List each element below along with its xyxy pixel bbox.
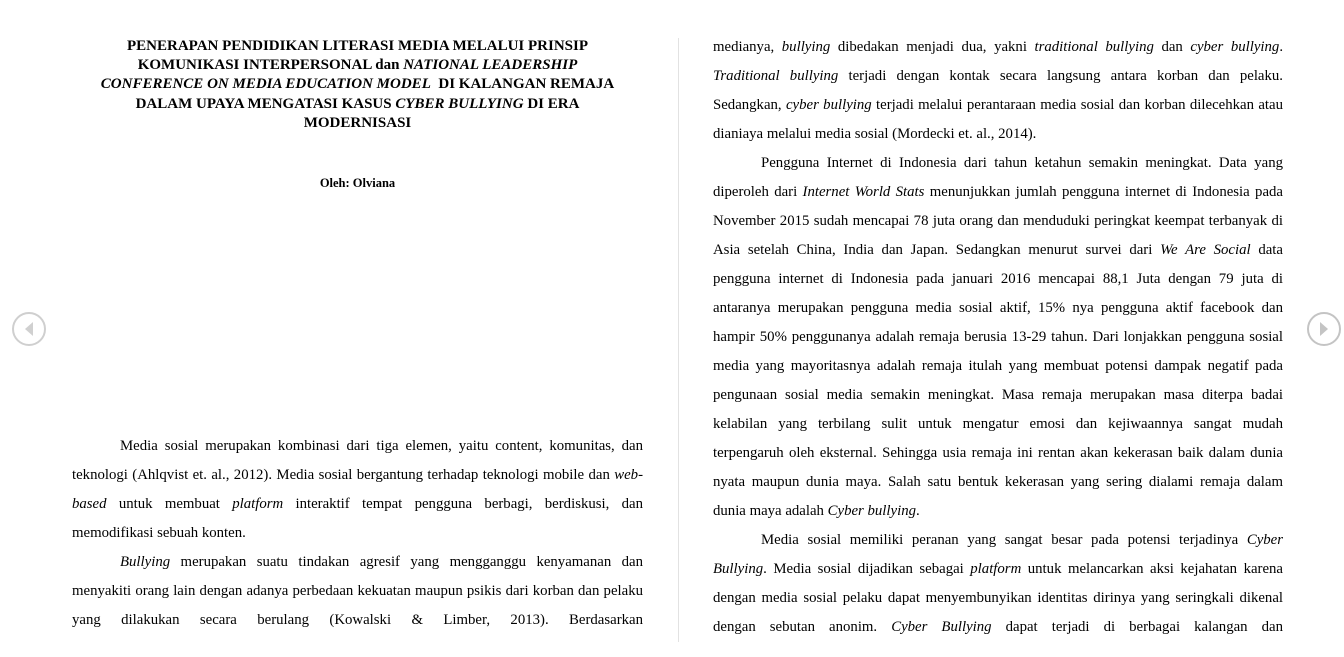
text-run: DI ERA bbox=[523, 95, 580, 112]
title-line bbox=[72, 95, 643, 114]
text-run: terjadi melalui perantaraan media sosial dan korban dilecehkan atau dianiaya melalui media sosial (Mordecki et. al., 2014). bbox=[713, 97, 1283, 142]
right-page-body bbox=[713, 33, 1283, 642]
title-line bbox=[72, 56, 643, 75]
body-paragraph bbox=[713, 33, 1283, 149]
title-line bbox=[72, 75, 643, 94]
body-paragraph bbox=[72, 548, 643, 635]
title-line bbox=[72, 114, 643, 133]
italic-text: Traditional bullying bbox=[713, 68, 839, 84]
text-run: dan bbox=[1153, 39, 1191, 55]
previous-page-button[interactable] bbox=[12, 312, 46, 346]
italic-text: platform bbox=[970, 561, 1022, 577]
text-run: terjadi dengan kontak secara langsung antara korban dan pelaku. Sedangkan, bbox=[713, 68, 1283, 113]
text-run: Media sosial memiliki peranan yang sangat besar pada potensi terjadinya bbox=[761, 532, 1247, 548]
left-page-body bbox=[72, 432, 643, 635]
page-divider bbox=[678, 38, 679, 642]
next-page-button[interactable] bbox=[1307, 312, 1341, 346]
left-page bbox=[72, 0, 643, 657]
italic-text: Internet World Stats bbox=[802, 184, 925, 200]
title-line bbox=[72, 37, 643, 56]
text-run: untuk melancarkan aksi kejahatan karena dengan media sosial pelaku dapat menyembunyikan identitas dirinya yang seringkali dikenal dengan sebutan anonim. bbox=[713, 561, 1283, 635]
text-run: . bbox=[916, 503, 920, 519]
text-run: DI KALANGAN REMAJA bbox=[430, 76, 615, 93]
document-author: Oleh: Olviana bbox=[319, 176, 396, 190]
italic-text: Cyber bullying bbox=[827, 503, 916, 519]
text-run: KOMUNIKASI INTERPERSONAL dan bbox=[137, 57, 404, 74]
italic-text: Cyber Bullying bbox=[713, 532, 1283, 577]
body-paragraph bbox=[713, 526, 1283, 642]
italic-text: CONFERENCE ON MEDIA EDUCATION MODEL bbox=[100, 76, 431, 93]
text-run: MODERNISASI bbox=[303, 114, 412, 131]
text-run: menunjukkan jumlah pengguna internet di Indonesia pada November 2015 sudah mencapai 78 juta orang dan menduduki peringkat keempat terbanyak di Asia setelah China, India dan Japan. Sedangkan menurut survei dari bbox=[713, 184, 1283, 258]
text-run: untuk membuat bbox=[106, 496, 233, 512]
chevron-right-icon bbox=[1318, 321, 1330, 337]
document-title bbox=[72, 37, 643, 133]
italic-text: NATIONAL LEADERSHIP bbox=[403, 57, 578, 74]
italic-text: cyber bullying bbox=[1190, 39, 1280, 55]
italic-text: Bullying bbox=[120, 554, 171, 570]
text-run: data pengguna internet di Indonesia pada januari 2016 mencapai 88,1 Juta dengan 79 juta di antaranya merupakan pengguna media sosial aktif, 15% nya pengguna aktif facebook dan hampir 50% penggunanya adalah remaja berusia 13-29 tahun. Dari lonjakkan pengguna sosial media yang mayoritasnya adalah remaja itulah yang membuat potensi dampak negatif pada pengunaan sosial media semakin meningkat. Masa remaja merupakan masa diterpa badai kelabilan yang terbilang sulit untuk mengatur emosi dan kejiwaannya sangat mudah terpengaruh oleh eksternal. Sehingga usia remaja ini rentan akan kekerasan baik dalam dunia nyata maupun dunia maya. Salah satu bentuk kekerasan yang sering dialami remaja dalam dunia maya adalah bbox=[713, 242, 1283, 519]
text-run: dibedakan menjadi dua, yakni bbox=[830, 39, 1035, 55]
chevron-left-icon bbox=[23, 321, 35, 337]
text-run: . Media sosial dijadikan sebagai bbox=[763, 561, 971, 577]
text-run: interaktif tempat pengguna berbagi, berdiskusi, dan memodifikasi sebuah konten. bbox=[72, 496, 643, 541]
italic-text: We Are Social bbox=[1160, 242, 1251, 258]
text-run: dapat terjadi di berbagai kalangan dan bbox=[991, 619, 1283, 635]
italic-text: bullying bbox=[781, 39, 831, 55]
italic-text: platform bbox=[232, 496, 284, 512]
body-paragraph bbox=[72, 432, 643, 548]
body-paragraph bbox=[713, 149, 1283, 526]
text-run: medianya, bbox=[713, 39, 782, 55]
right-page bbox=[713, 0, 1283, 657]
text-run: Media sosial merupakan kombinasi dari tiga elemen, yaitu content, komunitas, dan teknologi (Ahlqvist et. al., 2012). Media sosial bergantung terhadap teknologi mobile dan bbox=[72, 438, 643, 483]
italic-text: CYBER BULLYING bbox=[395, 95, 524, 112]
italic-text: Cyber Bullying bbox=[891, 619, 992, 635]
italic-text: web-based bbox=[72, 467, 643, 512]
italic-text: traditional bullying bbox=[1034, 39, 1154, 55]
italic-text: cyber bullying bbox=[785, 97, 872, 113]
text-run: Pengguna Internet di Indonesia dari tahun ketahun semakin meningkat. Data yang diperoleh dari bbox=[713, 155, 1283, 200]
text-run: . bbox=[1279, 39, 1283, 55]
text-run: merupakan suatu tindakan agresif yang mengganggu kenyamanan dan menyakiti orang lain dengan adanya perbedaan kekuatan maupun psikis dari korban dan pelaku yang dilakukan secara berulang (Kowalski & Limber, 2013). Berdasarkan bbox=[72, 554, 643, 628]
text-run: PENERAPAN PENDIDIKAN LITERASI MEDIA MELALUI PRINSIP bbox=[126, 38, 589, 54]
text-run: DALAM UPAYA MENGATASI KASUS bbox=[135, 95, 396, 112]
